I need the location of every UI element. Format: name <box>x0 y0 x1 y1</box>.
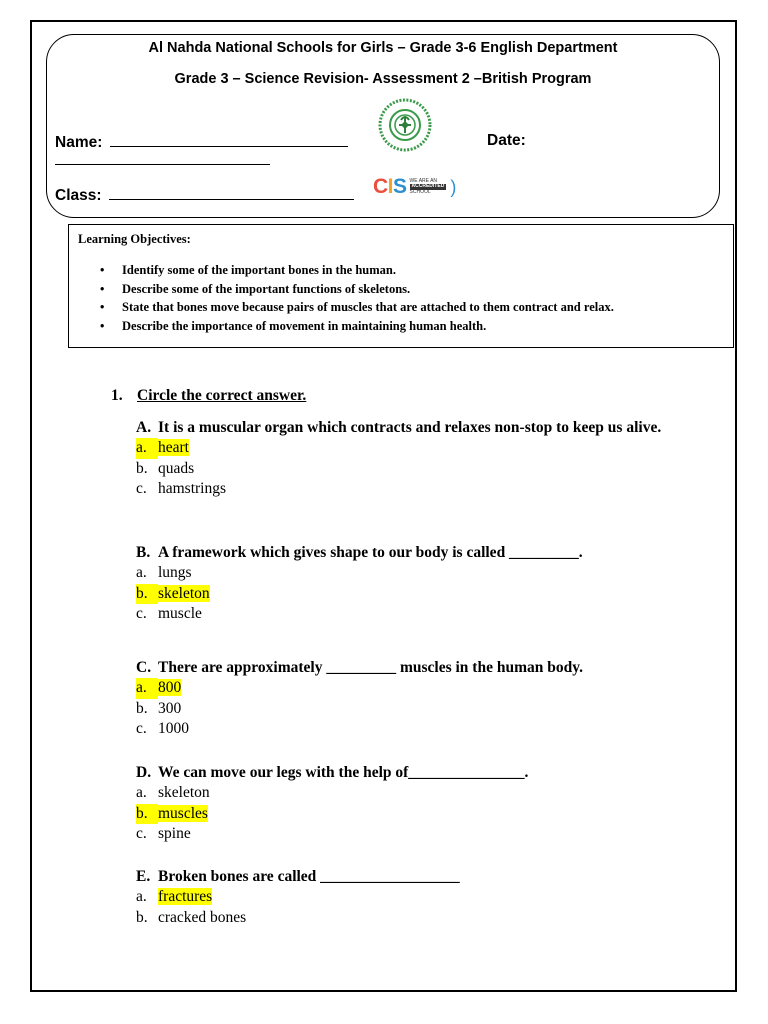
question-letter: E. <box>136 868 151 885</box>
cis-badge: WE ARE AN ACCREDITED SCHOOL <box>409 177 445 195</box>
name-label: Name: <box>55 134 103 151</box>
section-instruction: Circle the correct answer. <box>137 387 307 404</box>
objectives-title: Learning Objectives: <box>78 232 191 246</box>
question-c <box>136 658 696 740</box>
date-label: Date: <box>487 132 526 149</box>
school-name: Al Nahda National Schools for Girls – Grade 3-6 English Department <box>148 40 618 56</box>
question-letter: C. <box>136 659 152 676</box>
section-heading <box>111 387 306 405</box>
question-stem: It is a muscular organ which contracts and relaxes non-stop to keep us alive. <box>158 419 662 436</box>
answer-option[interactable]: a. 800 <box>136 678 696 699</box>
cis-wordmark: CIS <box>373 175 407 198</box>
class-blank[interactable] <box>109 185 354 200</box>
answer-option[interactable]: c. hamstrings <box>136 480 227 497</box>
school-logo <box>375 95 447 155</box>
answer-option[interactable]: c. muscle <box>136 605 202 622</box>
answer-option[interactable]: a. skeleton <box>136 784 210 801</box>
worksheet-header <box>46 34 720 218</box>
question-e <box>136 867 696 928</box>
answer-option[interactable]: a. fractures <box>136 888 213 905</box>
cis-bracket-icon: ) <box>450 176 457 197</box>
answer-option[interactable]: b. 300 <box>136 699 182 717</box>
answer-option[interactable]: b. muscles <box>136 804 696 825</box>
name-blank[interactable] <box>110 132 348 147</box>
class-field[interactable] <box>55 185 354 205</box>
answer-option[interactable]: b. cracked bones <box>136 908 247 926</box>
answer-option[interactable]: a. lungs <box>136 564 192 581</box>
question-stem: Broken bones are called __________________ <box>158 868 460 885</box>
question-letter: A. <box>136 419 152 436</box>
objectives-list <box>100 261 614 335</box>
worksheet-title: Grade 3 – Science Revision- Assessment 2 –British Program <box>174 71 592 87</box>
answer-option[interactable]: c. 1000 <box>136 720 189 737</box>
class-label: Class: <box>55 187 102 204</box>
objective-item: • Identify some of the important bones in the human. <box>100 261 614 280</box>
objective-item: • State that bones move because pairs of muscles that are attached to them contract and relax. <box>100 298 614 317</box>
question-a <box>136 418 696 500</box>
answer-option[interactable]: a. heart <box>136 438 696 459</box>
question-letter: B. <box>136 544 151 561</box>
question-letter: D. <box>136 764 152 781</box>
date-blank-wrap[interactable] <box>55 150 270 170</box>
learning-objectives-box <box>68 224 734 348</box>
answer-option[interactable]: b. quads <box>136 459 195 477</box>
section-number: 1. <box>111 387 123 404</box>
objective-item: • Describe the importance of movement in maintaining human health. <box>100 317 614 336</box>
question-stem: A framework which gives shape to our body is called _________. <box>158 544 583 561</box>
date-blank[interactable] <box>55 150 270 165</box>
answer-option[interactable]: b. skeleton <box>136 584 696 605</box>
name-field[interactable] <box>55 132 348 152</box>
objective-item: • Describe some of the important functions of skeletons. <box>100 280 614 299</box>
question-stem: We can move our legs with the help of_______________. <box>158 764 529 781</box>
question-stem: There are approximately _________ muscles in the human body. <box>158 659 583 676</box>
cis-accreditation-logo <box>373 175 456 199</box>
question-d <box>136 763 696 845</box>
answer-option[interactable]: c. spine <box>136 825 191 842</box>
question-b <box>136 543 696 625</box>
